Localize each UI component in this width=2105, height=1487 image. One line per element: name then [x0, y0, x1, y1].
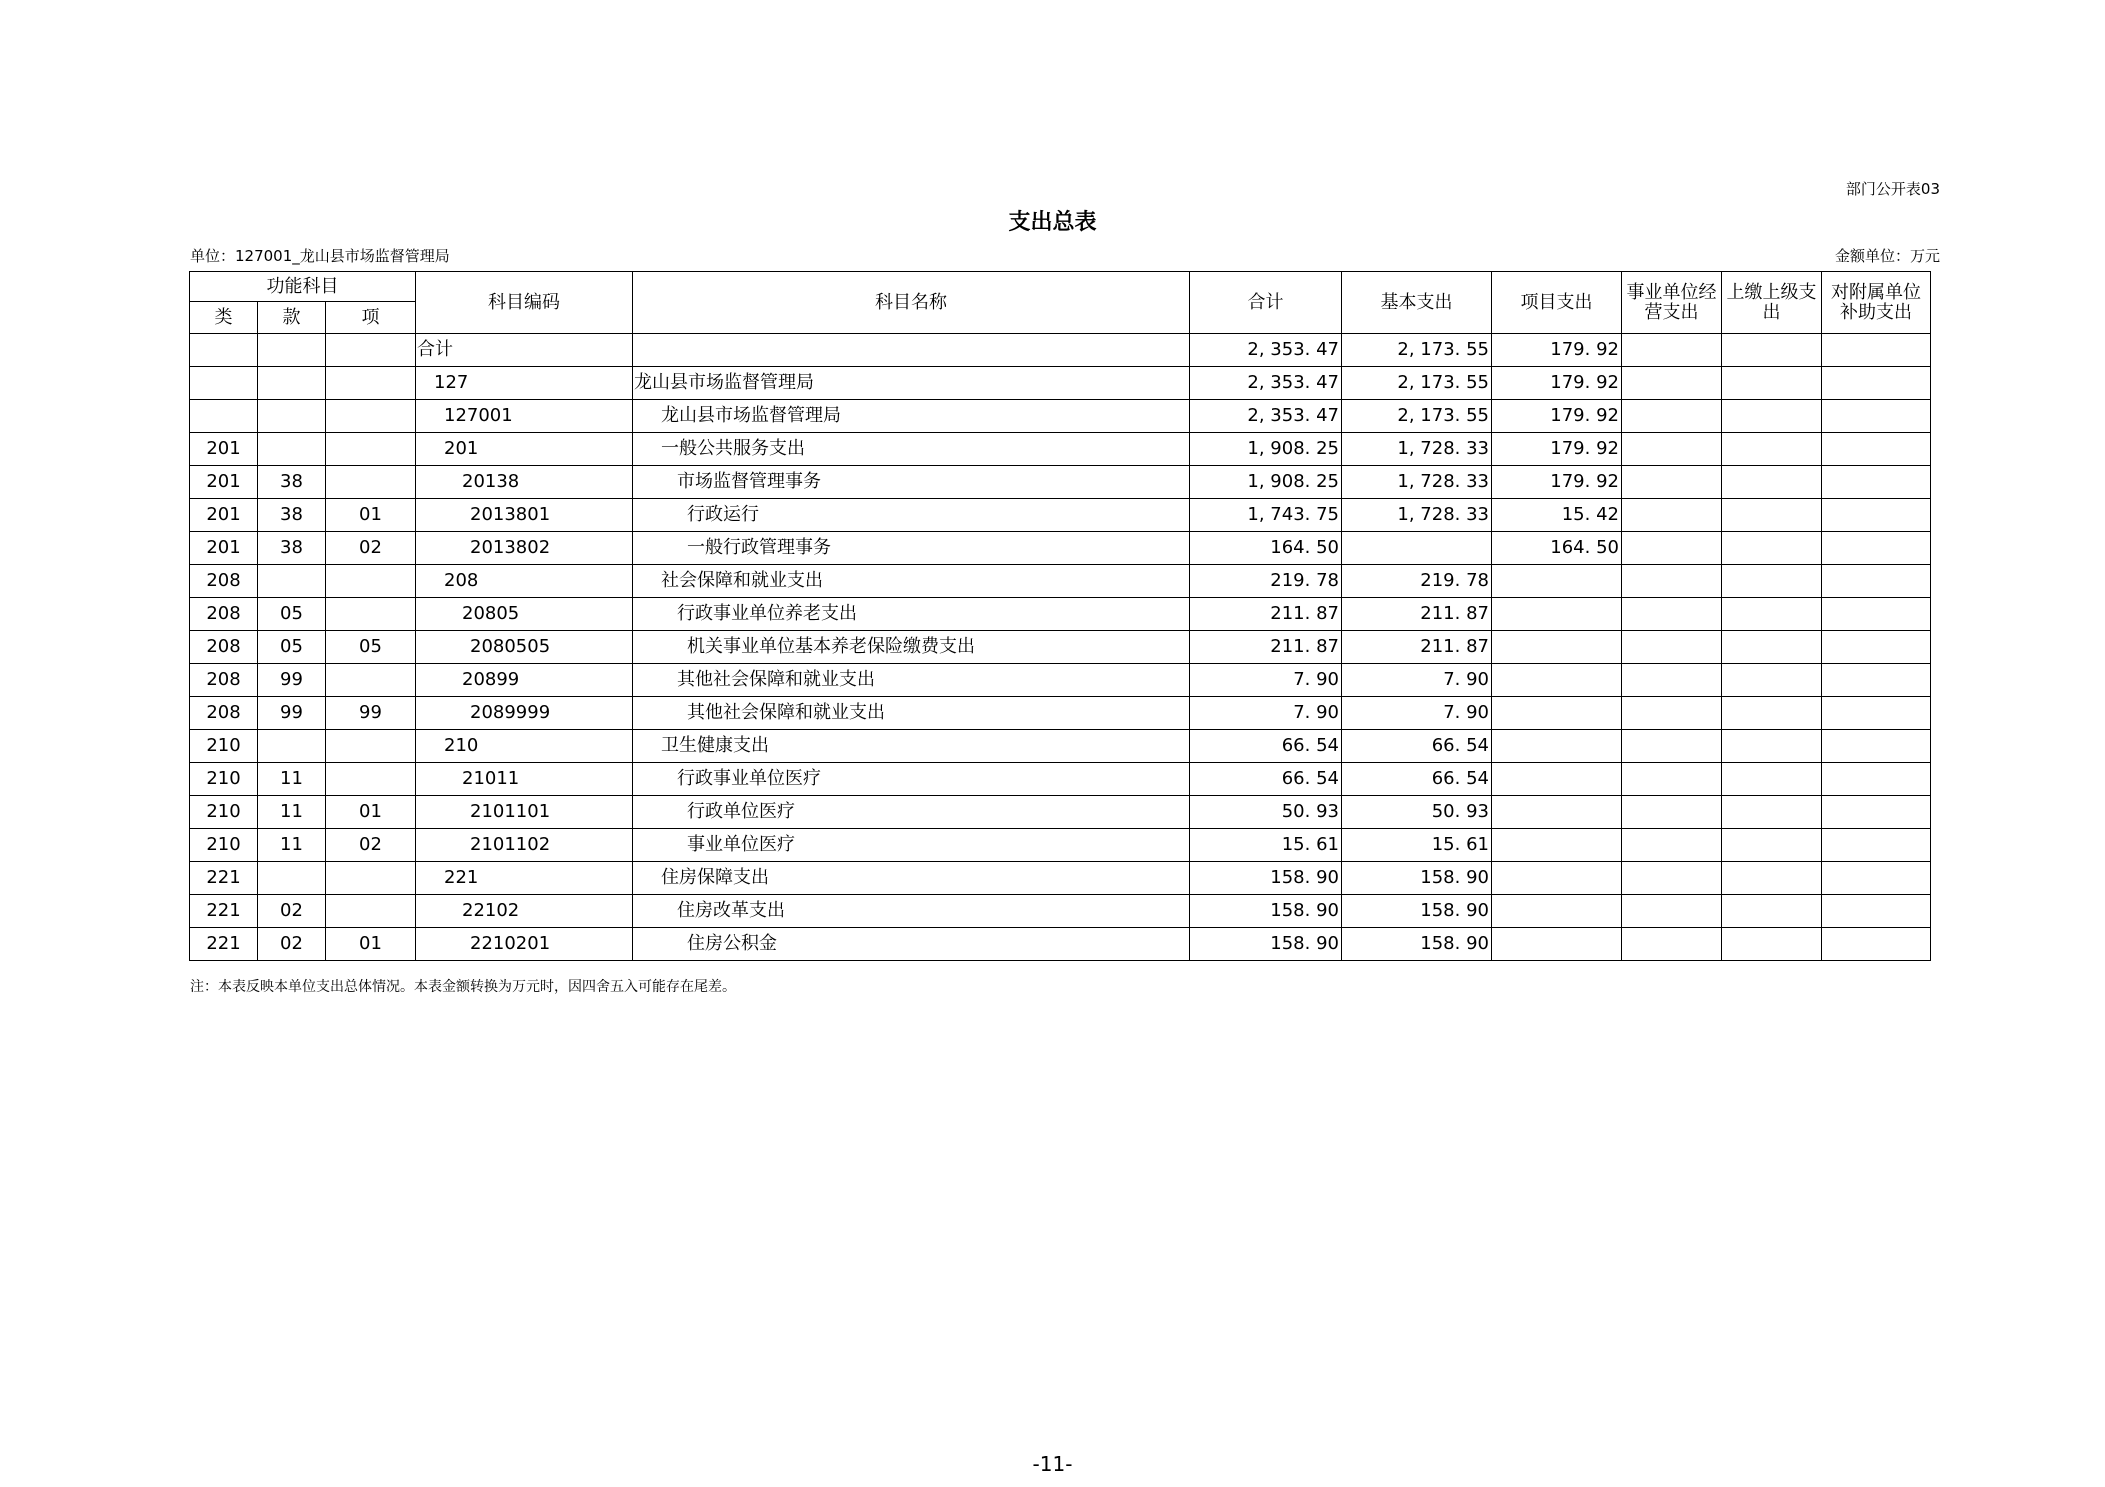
cell-subsidy [1822, 532, 1931, 565]
cell-xiang [326, 400, 416, 433]
cell-code: 合计 [416, 334, 633, 367]
cell-code: 2013802 [416, 532, 633, 565]
cell-business [1622, 532, 1722, 565]
table-row [190, 730, 1931, 763]
cell-upper [1722, 796, 1822, 829]
cell-kuan [258, 334, 326, 367]
cell-subsidy [1822, 796, 1931, 829]
table-header [190, 272, 1931, 334]
cell-xiang: 01 [326, 928, 416, 961]
cell-total: 158. 90 [1190, 928, 1342, 961]
cell-total: 1, 908. 25 [1190, 466, 1342, 499]
cell-name: 行政运行 [633, 499, 1190, 532]
cell-business [1622, 796, 1722, 829]
cell-basic: 211. 87 [1342, 598, 1492, 631]
table-row [190, 928, 1931, 961]
cell-lei: 210 [190, 730, 258, 763]
cell-total: 2, 353. 47 [1190, 367, 1342, 400]
project-header: 项目支出 [1492, 272, 1622, 334]
table-row [190, 565, 1931, 598]
cell-code: 210 [416, 730, 633, 763]
cell-business [1622, 664, 1722, 697]
cell-kuan: 38 [258, 499, 326, 532]
cell-kuan [258, 400, 326, 433]
cell-basic: 1, 728. 33 [1342, 433, 1492, 466]
cell-upper [1722, 499, 1822, 532]
cell-total: 66. 54 [1190, 763, 1342, 796]
cell-project: 179. 92 [1492, 433, 1622, 466]
cell-name: 事业单位医疗 [633, 829, 1190, 862]
cell-kuan: 99 [258, 697, 326, 730]
cell-xiang [326, 730, 416, 763]
cell-xiang: 99 [326, 697, 416, 730]
cell-project [1492, 598, 1622, 631]
cell-project [1492, 664, 1622, 697]
cell-name: 龙山县市场监督管理局 [633, 400, 1190, 433]
cell-lei: 201 [190, 466, 258, 499]
cell-business [1622, 829, 1722, 862]
cell-xiang [326, 334, 416, 367]
cell-lei: 221 [190, 862, 258, 895]
cell-xiang [326, 598, 416, 631]
cell-total: 158. 90 [1190, 862, 1342, 895]
cell-xiang [326, 433, 416, 466]
upper-header: 上缴上级支出 [1722, 272, 1822, 334]
cell-xiang: 01 [326, 499, 416, 532]
page-title: 支出总表 [1008, 210, 1097, 235]
cell-kuan [258, 565, 326, 598]
table-row [190, 400, 1931, 433]
cell-upper [1722, 730, 1822, 763]
cell-basic: 66. 54 [1342, 730, 1492, 763]
cell-subsidy [1822, 763, 1931, 796]
cell-code: 127 [416, 367, 633, 400]
cell-upper [1722, 664, 1822, 697]
cell-xiang [326, 895, 416, 928]
cell-basic: 1, 728. 33 [1342, 466, 1492, 499]
cell-upper [1722, 532, 1822, 565]
total-header: 合计 [1190, 272, 1342, 334]
table-row [190, 763, 1931, 796]
cell-total: 211. 87 [1190, 598, 1342, 631]
cell-kuan: 99 [258, 664, 326, 697]
cell-basic: 158. 90 [1342, 928, 1492, 961]
table-row [190, 466, 1931, 499]
cell-name: 机关事业单位基本养老保险缴费支出 [633, 631, 1190, 664]
cell-total: 50. 93 [1190, 796, 1342, 829]
cell-code: 20805 [416, 598, 633, 631]
cell-basic: 2, 173. 55 [1342, 367, 1492, 400]
amount-unit-label: 金额单位：万元 [1834, 247, 1940, 265]
cell-upper [1722, 565, 1822, 598]
cell-kuan: 05 [258, 631, 326, 664]
cell-kuan: 38 [258, 466, 326, 499]
cell-business [1622, 928, 1722, 961]
table-row [190, 796, 1931, 829]
cell-business [1622, 631, 1722, 664]
cell-lei: 208 [190, 697, 258, 730]
xiang-header: 项 [326, 302, 416, 334]
cell-subsidy [1822, 565, 1931, 598]
cell-upper [1722, 895, 1822, 928]
cell-subsidy [1822, 664, 1931, 697]
cell-basic: 158. 90 [1342, 862, 1492, 895]
cell-subsidy [1822, 862, 1931, 895]
cell-code: 22102 [416, 895, 633, 928]
cell-upper [1722, 433, 1822, 466]
cell-project [1492, 730, 1622, 763]
cell-code: 201 [416, 433, 633, 466]
cell-total: 2, 353. 47 [1190, 334, 1342, 367]
cell-subsidy [1822, 730, 1931, 763]
cell-name: 行政事业单位养老支出 [633, 598, 1190, 631]
cell-subsidy [1822, 466, 1931, 499]
cell-name: 住房改革支出 [633, 895, 1190, 928]
cell-kuan: 02 [258, 895, 326, 928]
cell-code: 2089999 [416, 697, 633, 730]
cell-basic: 158. 90 [1342, 895, 1492, 928]
cell-code: 21011 [416, 763, 633, 796]
cell-code: 2101101 [416, 796, 633, 829]
cell-basic: 219. 78 [1342, 565, 1492, 598]
cell-upper [1722, 400, 1822, 433]
cell-project: 179. 92 [1492, 400, 1622, 433]
cell-upper [1722, 862, 1822, 895]
cell-lei [190, 400, 258, 433]
cell-basic: 7. 90 [1342, 664, 1492, 697]
cell-subsidy [1822, 400, 1931, 433]
code-header: 科目编码 [416, 272, 633, 334]
cell-lei [190, 334, 258, 367]
cell-total: 1, 908. 25 [1190, 433, 1342, 466]
cell-total: 15. 61 [1190, 829, 1342, 862]
cell-xiang: 02 [326, 829, 416, 862]
cell-project: 179. 92 [1492, 466, 1622, 499]
cell-kuan: 11 [258, 763, 326, 796]
cell-name: 其他社会保障和就业支出 [633, 697, 1190, 730]
cell-lei: 201 [190, 532, 258, 565]
cell-name: 卫生健康支出 [633, 730, 1190, 763]
cell-xiang [326, 466, 416, 499]
cell-total: 7. 90 [1190, 697, 1342, 730]
table-row [190, 829, 1931, 862]
cell-lei: 221 [190, 928, 258, 961]
cell-name: 一般公共服务支出 [633, 433, 1190, 466]
table-row [190, 697, 1931, 730]
cell-xiang [326, 862, 416, 895]
cell-project [1492, 697, 1622, 730]
cell-upper [1722, 631, 1822, 664]
table-row [190, 367, 1931, 400]
cell-business [1622, 433, 1722, 466]
cell-basic: 2, 173. 55 [1342, 334, 1492, 367]
table-row [190, 862, 1931, 895]
basic-header: 基本支出 [1342, 272, 1492, 334]
cell-lei: 208 [190, 565, 258, 598]
cell-project: 164. 50 [1492, 532, 1622, 565]
cell-project: 179. 92 [1492, 334, 1622, 367]
kuan-header: 款 [258, 302, 326, 334]
cell-subsidy [1822, 928, 1931, 961]
cell-lei: 210 [190, 763, 258, 796]
table-row [190, 334, 1931, 367]
cell-xiang: 02 [326, 532, 416, 565]
cell-subsidy [1822, 697, 1931, 730]
cell-upper [1722, 697, 1822, 730]
cell-code: 221 [416, 862, 633, 895]
cell-kuan [258, 367, 326, 400]
cell-code: 20138 [416, 466, 633, 499]
cell-subsidy [1822, 631, 1931, 664]
unit-label: 单位：127001_龙山县市场监督管理局 [190, 247, 450, 265]
cell-name: 住房保障支出 [633, 862, 1190, 895]
cell-business [1622, 697, 1722, 730]
cell-project [1492, 829, 1622, 862]
table-row [190, 499, 1931, 532]
name-header: 科目名称 [633, 272, 1190, 334]
lei-header: 类 [190, 302, 258, 334]
cell-subsidy [1822, 829, 1931, 862]
cell-total: 66. 54 [1190, 730, 1342, 763]
cell-lei: 208 [190, 598, 258, 631]
expenditure-table [189, 271, 1931, 961]
table-row [190, 433, 1931, 466]
cell-name: 市场监督管理事务 [633, 466, 1190, 499]
cell-code: 208 [416, 565, 633, 598]
cell-name: 一般行政管理事务 [633, 532, 1190, 565]
cell-name: 社会保障和就业支出 [633, 565, 1190, 598]
table-row [190, 631, 1931, 664]
cell-code: 2101102 [416, 829, 633, 862]
cell-name [633, 334, 1190, 367]
cell-upper [1722, 367, 1822, 400]
cell-business [1622, 862, 1722, 895]
cell-lei [190, 367, 258, 400]
cell-basic: 15. 61 [1342, 829, 1492, 862]
cell-subsidy [1822, 334, 1931, 367]
cell-subsidy [1822, 895, 1931, 928]
table-row [190, 664, 1931, 697]
cell-business [1622, 565, 1722, 598]
cell-lei: 210 [190, 829, 258, 862]
cell-kuan [258, 730, 326, 763]
cell-code: 2080505 [416, 631, 633, 664]
func-subject-header: 功能科目 [190, 272, 416, 302]
cell-subsidy [1822, 499, 1931, 532]
cell-code: 20899 [416, 664, 633, 697]
cell-project [1492, 631, 1622, 664]
cell-total: 164. 50 [1190, 532, 1342, 565]
cell-subsidy [1822, 433, 1931, 466]
cell-upper [1722, 829, 1822, 862]
cell-project [1492, 928, 1622, 961]
subsidy-header: 对附属单位补助支出 [1822, 272, 1931, 334]
cell-total: 158. 90 [1190, 895, 1342, 928]
cell-lei: 210 [190, 796, 258, 829]
cell-name: 行政单位医疗 [633, 796, 1190, 829]
cell-lei: 201 [190, 433, 258, 466]
cell-business [1622, 367, 1722, 400]
cell-xiang [326, 367, 416, 400]
cell-lei: 208 [190, 631, 258, 664]
cell-xiang: 05 [326, 631, 416, 664]
cell-project [1492, 565, 1622, 598]
cell-total: 1, 743. 75 [1190, 499, 1342, 532]
cell-upper [1722, 928, 1822, 961]
cell-upper [1722, 466, 1822, 499]
cell-basic: 211. 87 [1342, 631, 1492, 664]
cell-kuan [258, 433, 326, 466]
cell-subsidy [1822, 598, 1931, 631]
cell-xiang [326, 565, 416, 598]
page-number: -11- [1032, 1452, 1073, 1476]
cell-project: 179. 92 [1492, 367, 1622, 400]
cell-project [1492, 895, 1622, 928]
footnote: 注：本表反映本单位支出总体情况。本表金额转换为万元时，因四舍五入可能存在尾差。 [190, 979, 736, 995]
business-header: 事业单位经营支出 [1622, 272, 1722, 334]
cell-business [1622, 334, 1722, 367]
cell-xiang [326, 763, 416, 796]
cell-lei: 208 [190, 664, 258, 697]
cell-basic: 7. 90 [1342, 697, 1492, 730]
cell-project [1492, 862, 1622, 895]
cell-project: 15. 42 [1492, 499, 1622, 532]
cell-basic: 2, 173. 55 [1342, 400, 1492, 433]
cell-business [1622, 466, 1722, 499]
cell-name: 龙山县市场监督管理局 [633, 367, 1190, 400]
cell-subsidy [1822, 367, 1931, 400]
cell-xiang [326, 664, 416, 697]
cell-name: 其他社会保障和就业支出 [633, 664, 1190, 697]
cell-upper [1722, 334, 1822, 367]
table-row [190, 895, 1931, 928]
table-row [190, 598, 1931, 631]
cell-name: 住房公积金 [633, 928, 1190, 961]
cell-business [1622, 895, 1722, 928]
cell-project [1492, 763, 1622, 796]
cell-business [1622, 763, 1722, 796]
cell-business [1622, 400, 1722, 433]
cell-lei: 221 [190, 895, 258, 928]
table-body [190, 334, 1931, 961]
cell-total: 7. 90 [1190, 664, 1342, 697]
cell-basic [1342, 532, 1492, 565]
cell-total: 211. 87 [1190, 631, 1342, 664]
cell-upper [1722, 598, 1822, 631]
cell-xiang: 01 [326, 796, 416, 829]
table-row [190, 532, 1931, 565]
cell-basic: 50. 93 [1342, 796, 1492, 829]
cell-code: 2013801 [416, 499, 633, 532]
cell-kuan: 11 [258, 796, 326, 829]
form-number: 部门公开表03 [1845, 180, 1940, 198]
cell-kuan: 05 [258, 598, 326, 631]
cell-kuan: 38 [258, 532, 326, 565]
cell-business [1622, 730, 1722, 763]
cell-business [1622, 499, 1722, 532]
cell-upper [1722, 763, 1822, 796]
cell-basic: 66. 54 [1342, 763, 1492, 796]
cell-total: 2, 353. 47 [1190, 400, 1342, 433]
cell-name: 行政事业单位医疗 [633, 763, 1190, 796]
cell-kuan: 11 [258, 829, 326, 862]
cell-code: 2210201 [416, 928, 633, 961]
cell-total: 219. 78 [1190, 565, 1342, 598]
cell-code: 127001 [416, 400, 633, 433]
cell-project [1492, 796, 1622, 829]
cell-kuan: 02 [258, 928, 326, 961]
cell-kuan [258, 862, 326, 895]
cell-basic: 1, 728. 33 [1342, 499, 1492, 532]
cell-business [1622, 598, 1722, 631]
cell-lei: 201 [190, 499, 258, 532]
